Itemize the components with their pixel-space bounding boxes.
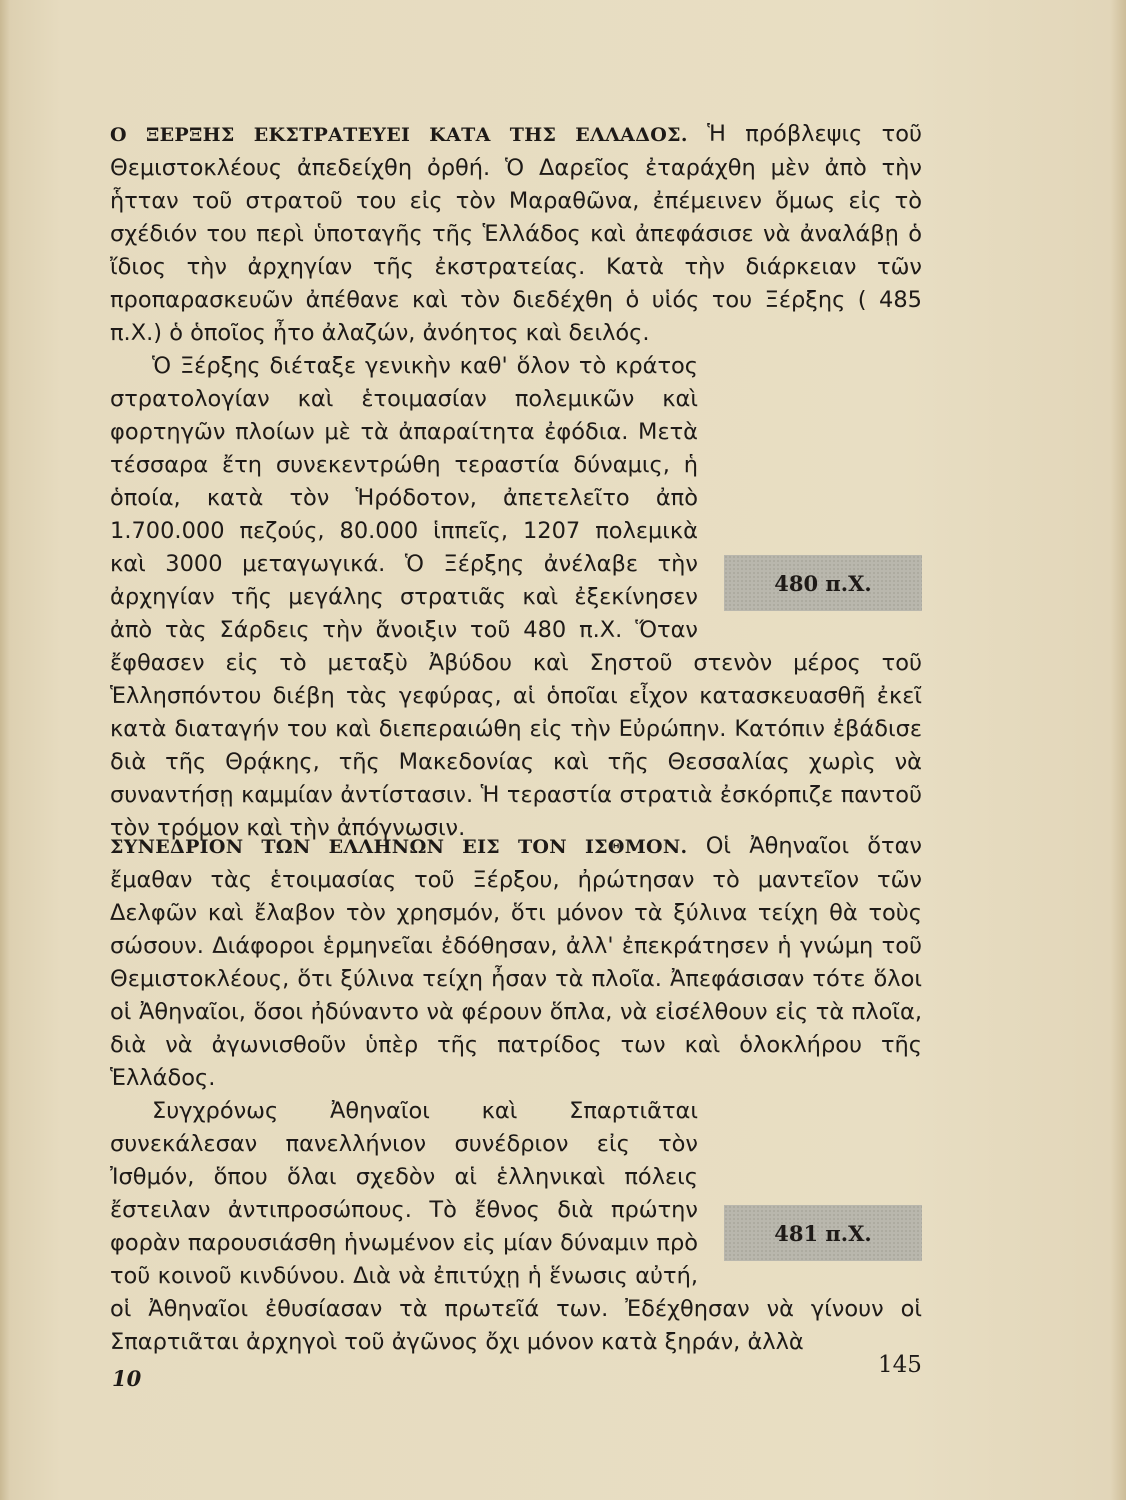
section-1-heading: Ο ΞΕΡΞΗΣ ΕΚΣΤΡΑΤΕΥΕΙ ΚΑΤΑ ΤΗΣ ΕΛΛΑΔΟΣ. [110,124,688,146]
section-1 [110,118,922,845]
date-box-481: 481 π.Χ. [724,1205,922,1261]
section-2-paragraph-1-text: Οἱ Ἀθηναῖοι ὅταν ἔμαθαν τὰς ἑτοιμασίας τοῦ Ξέρξου, ἠρώτησαν τὸ μαντεῖον τῶν Δελφῶν καὶ ἔλαβον τὸν χρησμόν, ὅτι μόνον τὰ ξύλινα τείχη θὰ τοὺς σώσουν. Διάφοροι ἑρμηνεῖαι ἐδόθησαν, ἀλλ' ἐπεκράτησεν ἡ γνώμη τοῦ Θεμιστοκλέους, ὅτι ξύλινα τείχη ἦσαν τὰ πλοῖα. Ἀπεφάσισαν τότε ὅλοι οἱ Ἀθηναῖοι, ὅσοι ἠδύναντο νὰ φέρουν ὅπλα, νὰ εἰσέλθουν εἰς τὰ πλοῖα, διὰ νὰ ἀγωνισθοῦν ὑπὲρ τῆς πατρίδος των καὶ ὁλοκλήρου τῆς Ἑλλάδος. [110,833,922,1091]
page-number: 145 [878,1352,922,1378]
section-1-paragraph-1 [110,118,922,350]
section-2-paragraph-1 [110,830,922,1095]
section-2 [110,830,922,1359]
section-1-paragraph-1-text: Ἡ πρόβλεψις τοῦ Θεμιστοκλέους ἀπεδείχθη ὀρθή. Ὁ Δαρεῖος ἐταράχθη μὲν ἀπὸ τὴν ἧτταν τοῦ στρατοῦ του εἰς τὸν Μαραθῶνα, ἐπέμεινεν ὅμως εἰς τὸ σχέδιόν του περὶ ὑποταγῆς τῆς Ἑλλάδος καὶ ἀπεφάσισε νὰ ἀναλάβῃ ὁ ἴδιος τὴν ἀρχηγίαν τῆς ἐκστρατείας. Κατὰ τὴν διάρκειαν τῶν προπαρασκευῶν ἀπέθανε καὶ τὸν διεδέχθη ὁ υἱός του Ξέρξης ( 485 π.Χ.) ὁ ὁποῖος ἦτο ἀλαζών, ἀνόητος καὶ δειλός. [110,121,922,346]
date-box-480: 480 π.Χ. [724,555,922,611]
signature-mark: 10 [112,1366,142,1391]
section-2-paragraph-2: Συγχρόνως Ἀθηναῖοι καὶ Σπαρτιᾶται συνεκάλεσαν πανελλήνιον συνέδριον εἰς τὸν Ἰσθμόν, ὅπου ὅλαι σχεδὸν αἱ ἑλληνικαὶ πόλεις ἔστειλαν ἀντιπροσώπους. Τὸ ἔθνος διὰ πρώτην φορὰν παρουσιάσθη ἡνωμένον εἰς μίαν δύναμιν πρὸ τοῦ κοινοῦ κινδύνου. Διὰ νὰ ἐπιτύχῃ ἡ ἕνωσις αὐτή, οἱ Ἀθηναῖοι ἐθυσίασαν τὰ πρωτεῖά των. Ἐδέχθησαν νὰ γίνουν οἱ Σπαρτιᾶται ἀρχηγοὶ τοῦ ἀγῶνος ὄχι μόνον κατὰ ξηράν, ἀλλὰ [110,1098,922,1355]
section-1-paragraph-2: Ὁ Ξέρξης διέταξε γενικὴν καθ' ὅλον τὸ κράτος στρατολογίαν καὶ ἑτοιμασίαν πολεμικῶν καὶ φορτηγῶν πλοίων μὲ τὰ ἀπαραίτητα ἐφόδια. Μετὰ τέσσαρα ἔτη συνεκεντρώθη τεραστία δύναμις, ἡ ὁποία, κατὰ τὸν Ἡρόδοτον, ἀπετελεῖτο ἀπὸ 1.700.000 πεζούς, 80.000 ἱππεῖς, 1207 πολεμικὰ καὶ 3000 μεταγωγικά. Ὁ Ξέρξης ἀνέλαβε τὴν ἀρχηγίαν τῆς μεγάλης στρατιᾶς καὶ ἐξεκίνησεν ἀπὸ τὰς Σάρδεις τὴν ἄνοιξιν τοῦ 480 π.Χ. Ὅταν ἔφθασεν εἰς τὸ μεταξὺ Ἀβύδου καὶ Σηστοῦ στενὸν μέρος τοῦ Ἑλλησπόντου διέβη τὰς γεφύρας, αἱ ὁποῖαι εἶχον κατασκευασθῆ ἐκεῖ κατὰ διαταγήν του καὶ διεπεραιώθη εἰς τὴν Εὐρώπην. Κατόπιν ἐβάδισε διὰ τῆς Θρᾴκης, τῆς Μακεδονίας καὶ τῆς Θεσσαλίας χωρὶς νὰ συναντήσῃ καμμίαν ἀντίστασιν. Ἡ τεραστία στρατιὰ ἐσκόρπιζε παντοῦ τὸν τρόμον καὶ τὴν ἀπόγνωσιν. [110,353,922,841]
section-2-heading: ΣΥΝΕΔΡΙΟΝ ΤΩΝ ΕΛΛΗΝΩΝ ΕΙΣ ΤΟΝ ΙΣΘΜΟΝ. [110,836,688,858]
